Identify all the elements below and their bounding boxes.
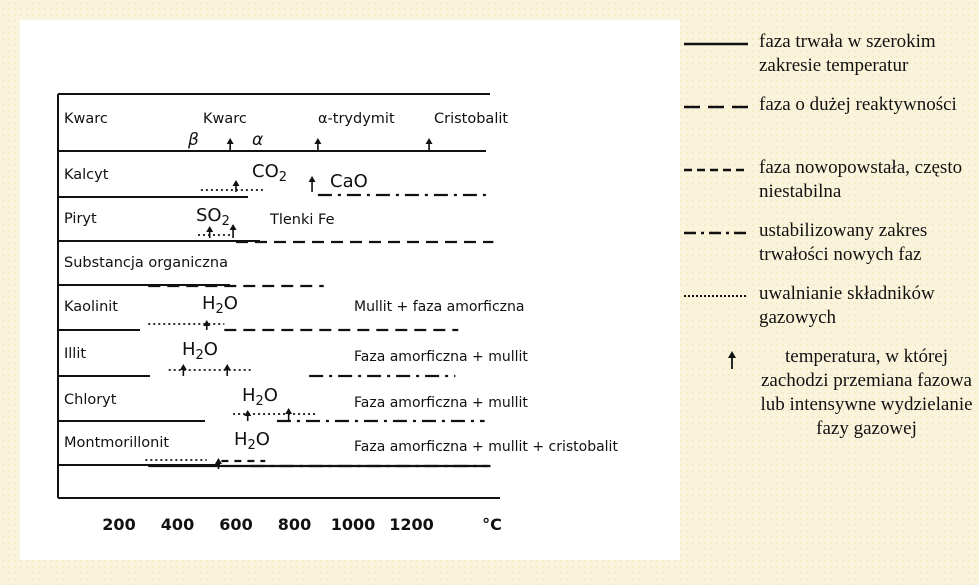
scanned-diagram	[20, 20, 680, 560]
legend-item-arrow	[684, 345, 974, 475]
row-label: Substancja organiczna	[64, 255, 228, 271]
annotation-kalcyt-co2: $CO_2$	[252, 161, 287, 185]
row-label: Kaolinit	[64, 299, 118, 315]
annotation-piryt-so2: $SO_2$	[196, 205, 230, 229]
row-label: Montmorillonit	[64, 435, 170, 451]
annotation-illit-h2o: $H_2O$	[182, 339, 218, 363]
legend-item-long-dash	[684, 93, 974, 156]
annotation-kwarc-alpha: α	[252, 130, 264, 150]
annotation-mont-h2o: $H_2O$	[234, 429, 270, 453]
legend-label: faza o dużej reaktywności	[759, 94, 957, 115]
row-label: Kalcyt	[64, 167, 109, 183]
transition-arrow	[426, 138, 433, 150]
annotation-piryt-tlenki: Tlenki Fe	[270, 212, 335, 228]
axis-tick-label: 1000	[330, 515, 376, 534]
transition-arrow	[203, 320, 210, 330]
legend-item-solid	[684, 30, 974, 93]
annotation-kwarc-cristobalit: Cristobalit	[434, 111, 509, 127]
annotation-kalcyt-cao: CaO	[330, 171, 368, 192]
row-label: Piryt	[64, 211, 97, 227]
row-label: Chloryt	[64, 392, 117, 408]
axis-tick-label: 1200	[389, 515, 434, 534]
transition-arrow	[314, 138, 321, 150]
transition-arrow	[227, 138, 234, 150]
legend	[684, 30, 974, 475]
legend-item-dash-dot	[684, 219, 974, 282]
legend-label: temperatura, w której zachodzi przemiana fazowa lub intensywne wydzielanie fazy gazowej	[760, 346, 973, 439]
dash-dot-swatch	[684, 223, 748, 243]
phase-segments	[145, 190, 493, 466]
phase-diagram	[20, 20, 680, 560]
legend-item-dotted	[684, 282, 974, 345]
short-dash-swatch	[684, 160, 748, 180]
annotation-kaolinit-prod: Mullit + faza amorficzna	[354, 299, 525, 315]
annotation-chloryt-h2o: $H_2O$	[242, 385, 278, 409]
transition-arrow	[309, 176, 316, 192]
annotation-kwarc-beta: β	[188, 130, 199, 150]
legend-item-short-dash	[684, 156, 974, 219]
legend-label: faza trwała w szerokim zakresie temperatur	[759, 31, 936, 76]
annotation-kaolinit-h2o: $H_2O$	[202, 293, 238, 317]
annotation-chloryt-prod: Faza amorficzna + mullit	[354, 395, 528, 411]
temperature-axis	[102, 515, 502, 534]
axis-unit-label: °C	[482, 515, 502, 534]
transition-arrow	[215, 458, 222, 469]
long-dash-swatch	[684, 97, 748, 117]
up-arrow-icon	[684, 349, 748, 369]
legend-label: faza nowopowstała, często niestabilna	[759, 157, 963, 202]
annotation-mont-prod: Faza amorficzna + mullit + cristobalit	[354, 439, 618, 455]
transition-arrow	[230, 224, 237, 238]
solid-line-swatch	[684, 34, 748, 54]
transition-arrow	[244, 410, 251, 421]
transition-arrow	[233, 180, 240, 192]
annotation-kwarc-kwarc: Kwarc	[203, 111, 247, 127]
annotation-illit-prod: Faza amorficzna + mullit	[354, 349, 528, 365]
dotted-line-swatch	[684, 286, 748, 306]
row-label: Illit	[64, 346, 87, 362]
transition-arrow	[206, 226, 213, 238]
axis-tick-label: 800	[277, 515, 312, 534]
diagram-texts	[64, 111, 618, 455]
legend-label: uwalnianie składników gazowych	[759, 283, 935, 328]
axis-tick-label: 200	[102, 515, 136, 534]
row-label: Kwarc	[64, 111, 108, 127]
axis-tick-label: 400	[160, 515, 195, 534]
legend-label: ustabilizowany zakres trwałości nowych faz	[759, 220, 928, 265]
transition-arrow	[224, 364, 231, 376]
transition-arrow	[180, 364, 187, 376]
transition-arrow	[285, 408, 292, 421]
annotation-kwarc-trydymit: α-trydymit	[318, 111, 395, 127]
axis-tick-label: 600	[219, 515, 253, 534]
